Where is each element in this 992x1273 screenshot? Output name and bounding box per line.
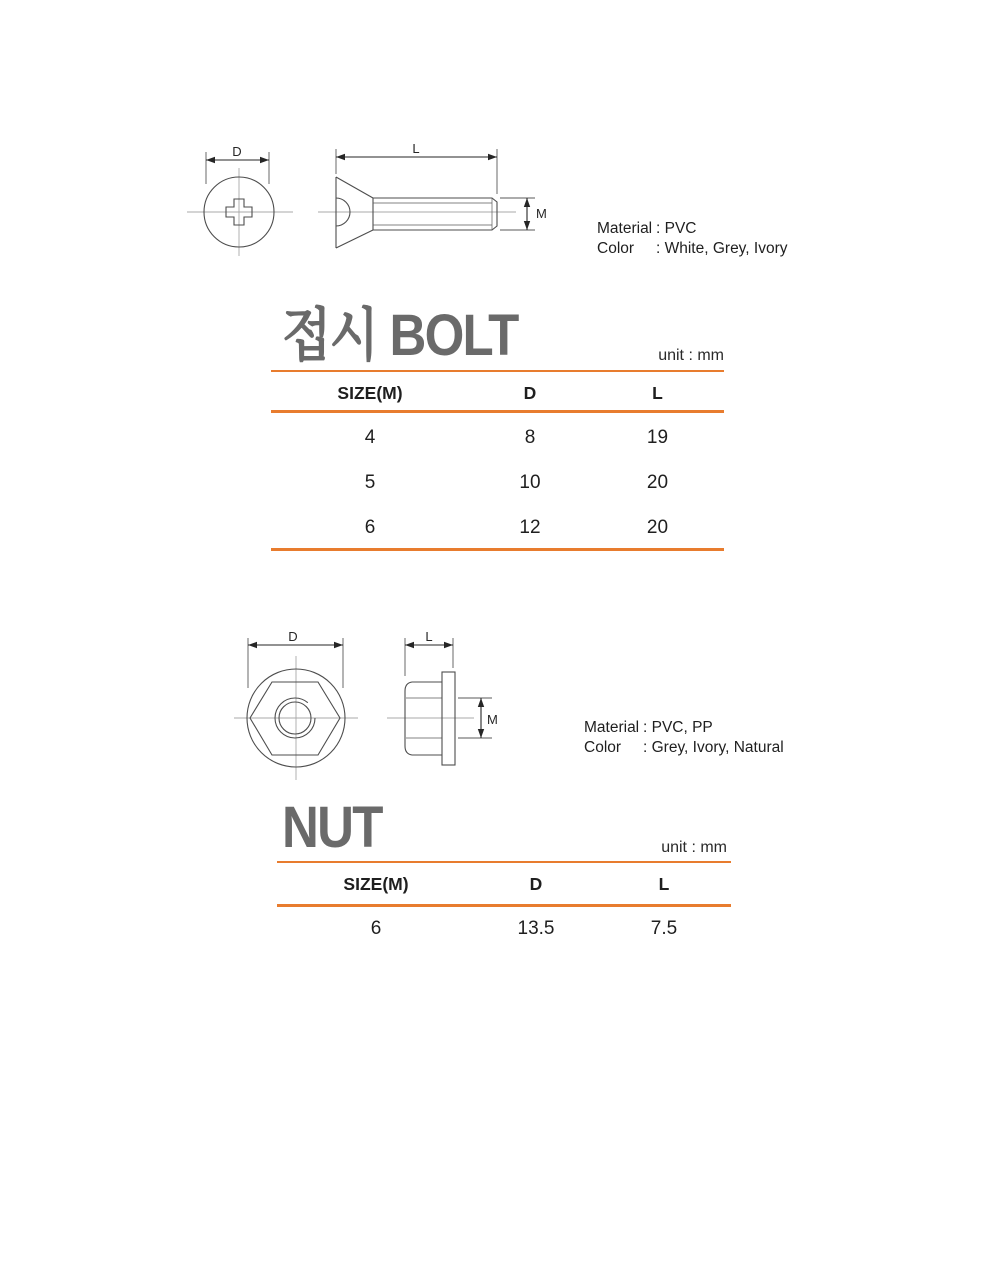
hexagon-outline	[250, 682, 340, 755]
nut-spec-block	[584, 718, 784, 758]
bolt-header-rule	[271, 410, 724, 413]
bolt-technical-drawing	[175, 128, 575, 268]
bolt-r3-size: 6	[364, 516, 376, 538]
bolt-color-label: Color	[597, 240, 635, 257]
bolt-bottom-rule	[271, 548, 724, 551]
nut-dim-M-label: M	[487, 712, 498, 727]
bolt-dim-M-label: M	[536, 206, 547, 221]
bolt-col-size: SIZE(M)	[337, 382, 403, 403]
bolt-title-rule	[271, 370, 724, 372]
bolt-r2-size: 5	[364, 471, 376, 493]
bolt-r3-d: 12	[519, 516, 541, 538]
bolt-r2-d: 10	[519, 471, 541, 493]
nut-col-d: D	[529, 873, 543, 894]
nut-material-label: Material	[584, 719, 640, 736]
nut-material-value: : PVC, PP	[643, 719, 713, 736]
table-row	[271, 415, 724, 460]
nut-color-label: Color	[584, 739, 622, 756]
nut-col-l: L	[658, 873, 670, 894]
nut-material-row	[584, 718, 784, 738]
bolt-r1-size: 4	[364, 426, 376, 448]
bolt-r3-l: 20	[646, 516, 669, 538]
nut-dim-L	[405, 629, 453, 676]
bolt-material-row	[597, 219, 788, 239]
nut-dim-D	[248, 629, 343, 688]
table-row	[271, 505, 724, 550]
nut-side-view	[405, 672, 455, 765]
table-row	[271, 460, 724, 505]
nut-dim-D-label: D	[288, 629, 298, 644]
bolt-dim-L-label: L	[412, 141, 420, 156]
nut-r1-size: 6	[370, 918, 382, 939]
bolt-r2-l: 20	[646, 471, 669, 493]
bolt-dim-M	[500, 198, 547, 230]
bolt-material-label: Material	[597, 220, 653, 237]
bolt-color-row	[597, 239, 788, 259]
nut-color-row	[584, 738, 784, 758]
bolt-r1-l: 19	[646, 426, 669, 448]
nut-section-title: NUT	[282, 795, 382, 860]
table-row	[277, 907, 731, 951]
nut-color-value: : Grey, Ivory, Natural	[643, 739, 784, 756]
bolt-section-title: 접시 BOLT	[282, 303, 518, 368]
bolt-col-d: D	[523, 382, 537, 403]
nut-title-rule	[277, 861, 731, 863]
nut-dim-L-label: L	[425, 629, 433, 644]
bolt-side-view	[336, 177, 497, 248]
nut-technical-drawing	[225, 625, 510, 787]
nut-col-size: SIZE(M)	[343, 873, 409, 894]
bolt-spec-block	[597, 219, 788, 259]
bolt-color-value: : White, Grey, Ivory	[656, 240, 788, 257]
bolt-col-l: L	[652, 382, 663, 403]
bolt-unit-label: unit : mm	[658, 347, 724, 364]
bolt-dim-D	[206, 144, 269, 184]
bolt-table-header	[271, 378, 724, 408]
bolt-dim-L	[336, 141, 497, 194]
bolt-r1-d: 8	[524, 426, 536, 448]
nut-table-header	[277, 869, 731, 899]
bolt-material-value: : PVC	[656, 220, 697, 237]
nut-centerlines	[234, 656, 474, 780]
bolt-dim-D-label: D	[232, 144, 242, 159]
nut-r1-l: 7.5	[650, 918, 678, 939]
nut-r1-d: 13.5	[517, 918, 555, 939]
bolt-centerlines	[187, 168, 516, 256]
nut-unit-label: unit : mm	[661, 839, 727, 856]
